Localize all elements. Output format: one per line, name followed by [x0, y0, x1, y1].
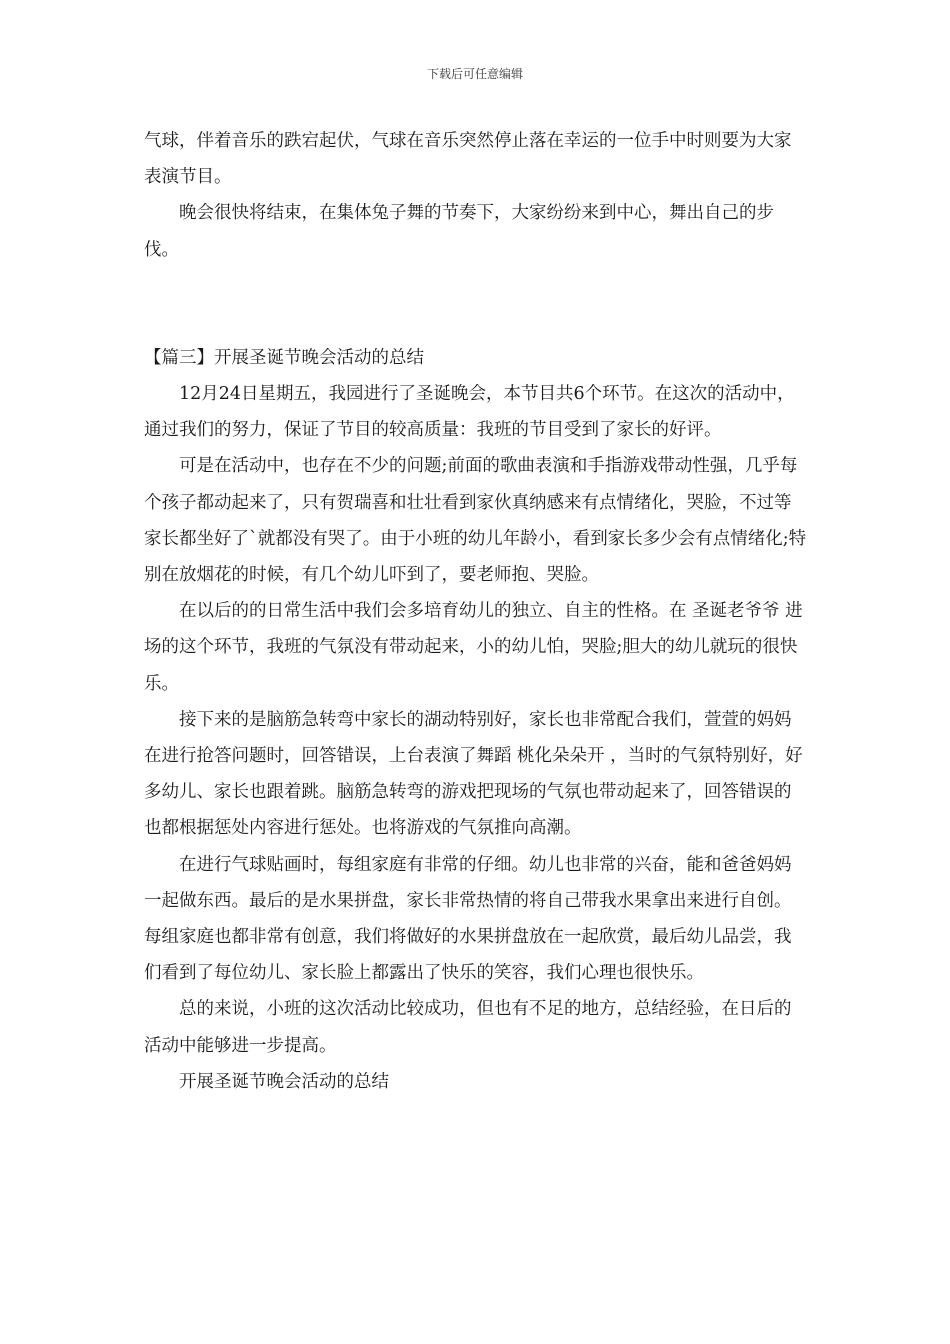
paragraph: 12月24日星期五，我园进行了圣诞晚会，本节目共6个环节。在这次的活动中，通过我们的努力，保证了节目的较高质量：我班的节目受到了家长的好评。 [144, 384, 795, 441]
paragraph: 在以后的的日常生活中我们会多培育幼儿的独立、自主的性格。在 圣诞老爷爷 进场的这个环节，我班的气氛没有带动起来，小的幼儿怕，哭脸;胆大的幼儿就玩的很快乐。 [144, 601, 803, 694]
paragraph: 在进行气球贴画时，每组家庭有非常的仔细。幼儿也非常的兴奋，能和爸爸妈妈一起做东西。最后的是水果拼盘，家长非常热情的将自己带我水果拿出来进行自创。每组家庭也都非常有创意，我们将做好的水果拼盘放在一起欣赏，最后幼儿品尝，我们看到了每位幼儿、家长脸上都露出了快乐的笑容，我们心理也很快乐。 [144, 854, 792, 984]
closing-line: 开展圣诞节晚会活动的总结 [179, 1071, 389, 1092]
paragraph: 可是在活动中，也存在不少的问题;前面的歌曲表演和手指游戏带动性强，几乎每个孩子都动起来了，只有贺瑞喜和壮壮看到家伙真纳感来有点情绪化，哭脸，不过等家长都坐好了`就都没有哭了。由于小班的幼儿年龄小，看到家长多少会有点情绪化;特别在放烟花的时候，有几个幼儿吓到了，要老师抱、哭脸。 [144, 456, 807, 586]
paragraph: 总的来说，小班的这次活动比较成功，但也有不足的地方，总结经验，在日后的活动中能够进一步提高。 [144, 999, 792, 1056]
document-body [144, 123, 808, 1100]
paragraph: 晚会很快将结束，在集体兔子舞的节奏下，大家纷纷来到中心，舞出自己的步伐。 [144, 203, 774, 260]
section-title: 【篇三】开展圣诞节晚会活动的总结 [144, 347, 424, 368]
paragraph: 接下来的是脑筋急转弯中家长的湖动特别好，家长也非常配合我们，萱萱的妈妈在进行抢答问题时，回答错误，上台表演了舞蹈 桃化朵朵开 ，当时的气氛特别好，好多幼儿、家长也跟着跳。脑筋急转弯的游戏把现场的气氛也带动起来了，回答错误的也都根据惩处内容进行惩处。也将游戏的气氛推向高潮。 [144, 709, 803, 839]
page-header-note: 下载后可任意编辑 [426, 67, 523, 81]
paragraph-continued: 气球，伴着音乐的跌宕起伏，气球在音乐突然停止落在幸运的一位手中时则要为大家表演节目。 [144, 131, 792, 188]
section-gap [144, 268, 808, 340]
